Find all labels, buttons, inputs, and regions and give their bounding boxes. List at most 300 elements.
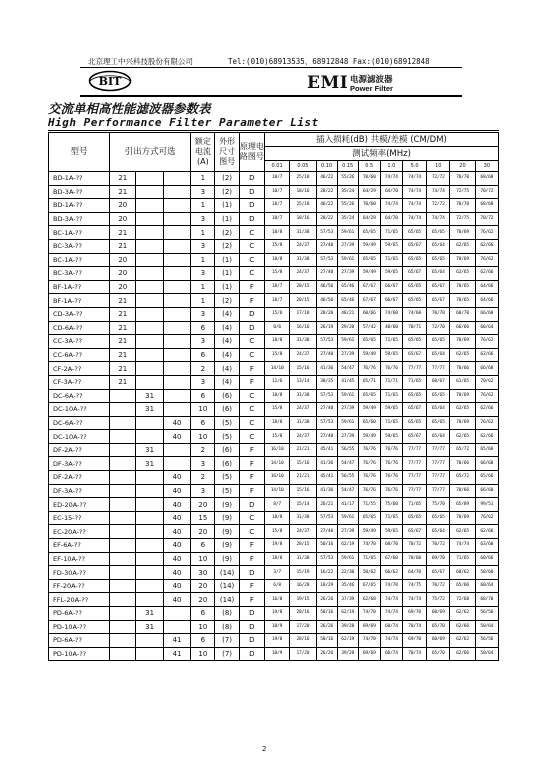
cell-insertion-loss: 27/40 [316, 267, 337, 281]
cell-current: 1 [191, 226, 215, 240]
cell-insertion-loss: 16/10 [264, 471, 289, 485]
cell-insertion-loss: 68/68 [475, 172, 498, 186]
freq-header: 0.05 [290, 161, 316, 172]
cell-circuit: D [239, 185, 264, 199]
cell-insertion-loss: 76/76 [380, 457, 402, 471]
cell-outlet-2 [136, 335, 163, 349]
cell-insertion-loss: 15/8 [264, 267, 289, 281]
cell-circuit: D [239, 172, 264, 186]
cell-insertion-loss: 77/77 [427, 457, 450, 471]
cell-insertion-loss: 59/61 [337, 226, 358, 240]
cell-current: 6 [191, 539, 215, 553]
cell-insertion-loss: 70/70 [427, 307, 450, 321]
cell-circuit: F [239, 471, 264, 485]
cell-insertion-loss: 28/16 [290, 607, 316, 621]
freq-header: 10 [427, 161, 450, 172]
cell-insertion-loss: 70/62 [475, 375, 498, 389]
cell-outlet-1 [110, 403, 136, 417]
cell-insertion-loss: 74/68 [402, 307, 426, 321]
cell-current: 10 [191, 620, 215, 634]
cell-size: (4) [215, 362, 239, 376]
cell-current: 6 [191, 634, 215, 648]
cell-outlet-3 [163, 212, 190, 226]
cell-insertion-loss: 60/69 [427, 607, 450, 621]
cell-insertion-loss: 69/70 [427, 552, 450, 566]
cell-model: BD-1A-?? [49, 172, 110, 186]
cell-insertion-loss: 65/65 [402, 511, 426, 525]
cell-insertion-loss: 64/29 [358, 185, 380, 199]
cell-current: 6 [191, 389, 215, 403]
cell-model: CD-6A-?? [49, 321, 110, 335]
table-row [49, 403, 499, 417]
cell-insertion-loss: 60/74 [380, 620, 402, 634]
cell-outlet-2 [136, 280, 163, 294]
cell-outlet-3: 40 [163, 416, 190, 430]
cell-insertion-loss: 72/72 [427, 199, 450, 213]
cell-circuit: F [239, 539, 264, 553]
cell-model: CF-3A-?? [49, 375, 110, 389]
cell-insertion-loss: 65/64 [427, 430, 450, 444]
cell-insertion-loss: 70/72 [427, 539, 450, 553]
cell-insertion-loss: 70/69 [450, 253, 475, 267]
cell-outlet-3 [163, 307, 190, 321]
cell-outlet-3 [163, 239, 190, 253]
cell-outlet-2 [136, 226, 163, 240]
cell-insertion-loss: 76/76 [358, 457, 380, 471]
cell-outlet-2 [136, 239, 163, 253]
cell-insertion-loss: 70/69 [450, 511, 475, 525]
cell-outlet-2: 31 [136, 389, 163, 403]
cell-insertion-loss: 62/66 [475, 267, 498, 281]
cell-insertion-loss: 74/74 [380, 593, 402, 607]
cell-insertion-loss: 8/6 [264, 321, 289, 335]
cell-insertion-loss: 59/49 [358, 525, 380, 539]
table-row [49, 647, 499, 661]
cell-current: 3 [191, 185, 215, 199]
cell-circuit: C [239, 389, 264, 403]
cell-insertion-loss: 16/8 [264, 593, 289, 607]
cell-insertion-loss: 31/38 [290, 335, 316, 349]
cell-insertion-loss: 65/71 [358, 375, 380, 389]
cell-insertion-loss: 50/16 [316, 607, 337, 621]
cell-insertion-loss: 45/41 [316, 471, 337, 485]
cell-size: (8) [215, 607, 239, 621]
cell-circuit: D [239, 566, 264, 580]
cell-circuit: C [239, 430, 264, 444]
cell-size: (14) [215, 593, 239, 607]
cell-insertion-loss: 62/66 [450, 620, 475, 634]
cell-outlet-1: 21 [110, 172, 136, 186]
cell-insertion-loss: 64/70 [380, 212, 402, 226]
cell-insertion-loss: 50/64 [475, 647, 498, 661]
cell-insertion-loss: 67/60 [380, 552, 402, 566]
cell-outlet-3 [163, 620, 190, 634]
cell-insertion-loss: 72/68 [450, 593, 475, 607]
cell-insertion-loss: 62/62 [450, 634, 475, 648]
cell-insertion-loss: 74/74 [427, 185, 450, 199]
cell-insertion-loss: 71/65 [380, 335, 402, 349]
table-row [49, 348, 499, 362]
cell-insertion-loss: 65/65 [427, 335, 450, 349]
cell-insertion-loss: 62/66 [475, 525, 498, 539]
cell-circuit: D [239, 212, 264, 226]
cell-current: 6 [191, 607, 215, 621]
cell-outlet-2 [136, 484, 163, 498]
cell-insertion-loss: 16/28 [290, 579, 316, 593]
cell-model: PD-10A-?? [49, 620, 110, 634]
cell-insertion-loss: 70/60 [358, 172, 380, 186]
cell-insertion-loss: 65/65 [402, 253, 426, 267]
filter-parameter-table [48, 132, 499, 661]
cell-insertion-loss: 6/8 [264, 579, 289, 593]
cell-current: 15 [191, 511, 215, 525]
cell-insertion-loss: 65/65 [427, 253, 450, 267]
cell-outlet-1 [110, 607, 136, 621]
cell-insertion-loss: 31/38 [290, 389, 316, 403]
cell-circuit: F [239, 484, 264, 498]
cell-outlet-1 [110, 443, 136, 457]
cell-insertion-loss: 76/76 [358, 443, 380, 457]
cell-outlet-2: 31 [136, 403, 163, 417]
cell-circuit: F [239, 593, 264, 607]
cell-circuit: D [239, 199, 264, 213]
cell-insertion-loss: 70/72 [475, 185, 498, 199]
cell-outlet-3 [163, 362, 190, 376]
cell-insertion-loss: 75/70 [427, 498, 450, 512]
cell-outlet-1 [110, 579, 136, 593]
cell-insertion-loss: 56/55 [337, 471, 358, 485]
cell-model: FF-20A-?? [49, 579, 110, 593]
cell-insertion-loss: 74/60 [380, 307, 402, 321]
cell-insertion-loss: 55/26 [337, 199, 358, 213]
cell-insertion-loss: 57/42 [358, 321, 380, 335]
table-row [49, 416, 499, 430]
cell-model: DF-2A-?? [49, 471, 110, 485]
cell-insertion-loss: 31/38 [290, 511, 316, 525]
cell-insertion-loss: 14/10 [264, 484, 289, 498]
cell-outlet-1: 21 [110, 362, 136, 376]
cell-insertion-loss: 76/62 [475, 335, 498, 349]
table-row [49, 253, 499, 267]
cell-insertion-loss: 68/70 [380, 539, 402, 553]
cell-insertion-loss: 16/10 [264, 443, 289, 457]
cell-outlet-3 [163, 348, 190, 362]
cell-model: BF-1A-?? [49, 294, 110, 308]
cell-insertion-loss: 60/66 [475, 552, 498, 566]
cell-insertion-loss: 46/22 [316, 172, 337, 186]
cell-insertion-loss: 75/60 [380, 498, 402, 512]
cell-insertion-loss: 65/65 [402, 280, 426, 294]
cell-insertion-loss: 10/9 [264, 647, 289, 661]
cell-circuit: F [239, 280, 264, 294]
cell-outlet-2 [136, 471, 163, 485]
cell-model: CC-3A-?? [49, 335, 110, 349]
cell-insertion-loss: 65/65 [427, 226, 450, 240]
cell-insertion-loss: 59/61 [337, 552, 358, 566]
cell-outlet-2: 31 [136, 443, 163, 457]
cell-circuit: D [239, 307, 264, 321]
cell-insertion-loss: 18/8 [264, 226, 289, 240]
page-title-cn: 交流单相高性能滤波器参数表 [48, 101, 211, 116]
cell-outlet-1: 21 [110, 375, 136, 389]
cell-size: (9) [215, 525, 239, 539]
cell-insertion-loss: 27/39 [337, 525, 358, 539]
cell-insertion-loss: 59/49 [358, 348, 380, 362]
cell-circuit: C [239, 416, 264, 430]
cell-insertion-loss: 69/70 [402, 634, 426, 648]
cell-insertion-loss: 70/70 [450, 172, 475, 186]
cell-circuit: D [239, 607, 264, 621]
cell-outlet-1: 20 [110, 199, 136, 213]
cell-insertion-loss: 64/66 [475, 280, 498, 294]
cell-size: (9) [215, 552, 239, 566]
cell-insertion-loss: 28/20 [316, 307, 337, 321]
cell-model: DC-10A-?? [49, 403, 110, 417]
cell-insertion-loss: 62/66 [475, 239, 498, 253]
cell-insertion-loss: 27/40 [316, 525, 337, 539]
cell-size: (9) [215, 498, 239, 512]
cell-insertion-loss: 50/16 [316, 539, 337, 553]
cell-model: FFL-20A-?? [49, 593, 110, 607]
cell-outlet-2 [136, 375, 163, 389]
cell-outlet-2 [136, 267, 163, 281]
emi-mark: EMI [307, 73, 349, 93]
cell-outlet-2 [136, 552, 163, 566]
cell-insertion-loss: 24/37 [290, 525, 316, 539]
cell-size: (1) [215, 280, 239, 294]
cell-circuit: C [239, 525, 264, 539]
cell-size: (14) [215, 579, 239, 593]
cell-insertion-loss: 17/20 [290, 647, 316, 661]
table-row [49, 620, 499, 634]
cell-insertion-loss: 77/77 [402, 457, 426, 471]
cell-size: (1) [215, 267, 239, 281]
cell-insertion-loss: 29/20 [337, 321, 358, 335]
cell-insertion-loss: 68/67 [427, 375, 450, 389]
cell-insertion-loss: 46/56 [316, 280, 337, 294]
freq-header: 0.01 [264, 161, 289, 172]
cell-insertion-loss: 66/68 [475, 362, 498, 376]
cell-insertion-loss: 58/60 [475, 566, 498, 580]
cell-insertion-loss: 77/77 [402, 471, 426, 485]
cell-insertion-loss: 59/65 [380, 403, 402, 417]
cell-insertion-loss: 14/10 [264, 362, 289, 376]
cell-model: DF-2A-?? [49, 443, 110, 457]
cell-insertion-loss: 57/53 [316, 335, 337, 349]
cell-outlet-3 [163, 403, 190, 417]
cell-model: PD-6A-?? [49, 634, 110, 648]
table-row [49, 552, 499, 566]
cell-insertion-loss: 76/76 [380, 443, 402, 457]
cell-circuit: C [239, 253, 264, 267]
cell-insertion-loss: 70/68 [402, 552, 426, 566]
cell-insertion-loss: 65/65 [402, 335, 426, 349]
cell-insertion-loss: 18/8 [264, 253, 289, 267]
cell-insertion-loss: 57/53 [316, 416, 337, 430]
cell-outlet-3: 40 [163, 484, 190, 498]
table-row [49, 566, 499, 580]
cell-insertion-loss: 65/65 [358, 226, 380, 240]
cell-model: BD-1A-?? [49, 199, 110, 213]
cell-insertion-loss: 8/7 [264, 498, 289, 512]
cell-insertion-loss: 66/60 [475, 307, 498, 321]
cell-insertion-loss: 66/67 [380, 294, 402, 308]
cell-model: BF-1A-?? [49, 280, 110, 294]
cell-insertion-loss: 70/72 [402, 539, 426, 553]
cell-insertion-loss: 55/26 [337, 172, 358, 186]
cell-insertion-loss: 46/56 [316, 294, 337, 308]
cell-insertion-loss: 65/66 [450, 579, 475, 593]
cell-insertion-loss: 57/53 [316, 226, 337, 240]
cell-insertion-loss: 70/74 [402, 647, 426, 661]
cell-insertion-loss: 13/14 [290, 375, 316, 389]
cell-insertion-loss: 76/76 [358, 362, 380, 376]
cell-outlet-2 [136, 525, 163, 539]
cell-model: DC-6A-?? [49, 389, 110, 403]
table-row [49, 172, 499, 186]
table-row [49, 294, 499, 308]
cell-size: (9) [215, 539, 239, 553]
cell-outlet-3 [163, 253, 190, 267]
cell-outlet-2 [136, 362, 163, 376]
cell-circuit: F [239, 457, 264, 471]
cell-size: (1) [215, 253, 239, 267]
cell-insertion-loss: 27/39 [337, 239, 358, 253]
cell-outlet-3 [163, 267, 190, 281]
cell-insertion-loss: 70/71 [402, 321, 426, 335]
cell-current: 1 [191, 172, 215, 186]
cell-insertion-loss: 65/65 [402, 416, 426, 430]
cell-insertion-loss: 76/62 [475, 416, 498, 430]
table-row [49, 321, 499, 335]
cell-size: (4) [215, 335, 239, 349]
cell-current: 3 [191, 457, 215, 471]
cell-insertion-loss: 57/53 [316, 511, 337, 525]
cell-model: EC-20A-?? [49, 525, 110, 539]
cell-outlet-3 [163, 294, 190, 308]
cell-insertion-loss: 41/36 [316, 457, 337, 471]
cell-circuit: F [239, 579, 264, 593]
cell-insertion-loss: 74/70 [380, 579, 402, 593]
cell-size: (7) [215, 647, 239, 661]
cell-current: 1 [191, 280, 215, 294]
cell-insertion-loss: 66/67 [380, 280, 402, 294]
cell-model: CD-3A-?? [49, 307, 110, 321]
cell-insertion-loss: 62/68 [358, 593, 380, 607]
cell-insertion-loss: 69/70 [402, 607, 426, 621]
cell-insertion-loss: 65/65 [358, 335, 380, 349]
cell-insertion-loss: 62/62 [450, 607, 475, 621]
cell-outlet-2 [136, 212, 163, 226]
cell-insertion-loss: 74/70 [358, 539, 380, 553]
cell-insertion-loss: 11/6 [264, 375, 289, 389]
cell-insertion-loss: 19/15 [290, 593, 316, 607]
cell-insertion-loss: 65/64 [427, 239, 450, 253]
cell-insertion-loss: 25/18 [290, 172, 316, 186]
freq-header: 0.5 [358, 161, 380, 172]
cell-insertion-loss: 66/62 [380, 566, 402, 580]
cell-current: 6 [191, 416, 215, 430]
cell-outlet-3 [163, 226, 190, 240]
cell-insertion-loss: 62/65 [450, 239, 475, 253]
cell-insertion-loss: 71/65 [402, 498, 426, 512]
cell-current: 1 [191, 253, 215, 267]
table-row [49, 498, 499, 512]
cell-insertion-loss: 71/55 [358, 498, 380, 512]
cell-outlet-1 [110, 566, 136, 580]
cell-current: 2 [191, 443, 215, 457]
cell-insertion-loss: 27/39 [337, 430, 358, 444]
cell-insertion-loss: 70/69 [450, 389, 475, 403]
cell-outlet-2 [136, 307, 163, 321]
header-current: 额定电流(A) [191, 133, 215, 172]
cell-insertion-loss: 15/8 [264, 348, 289, 362]
cell-insertion-loss: 45/41 [316, 443, 337, 457]
cell-insertion-loss: 69/69 [358, 620, 380, 634]
cell-insertion-loss: 76/76 [358, 471, 380, 485]
cell-insertion-loss: 66/66 [450, 321, 475, 335]
cell-insertion-loss: 31/38 [290, 552, 316, 566]
cell-insertion-loss: 66/60 [475, 484, 498, 498]
cell-insertion-loss: 24/37 [290, 239, 316, 253]
cell-size: (5) [215, 484, 239, 498]
cell-insertion-loss: 74/74 [380, 634, 402, 648]
cell-insertion-loss: 16/16 [290, 321, 316, 335]
cell-insertion-loss: 70/69 [450, 226, 475, 240]
cell-insertion-loss: 69/69 [358, 647, 380, 661]
cell-insertion-loss: 62/19 [337, 634, 358, 648]
cell-insertion-loss: 35/46 [337, 579, 358, 593]
cell-insertion-loss: 59/65 [380, 525, 402, 539]
cell-insertion-loss: 65/67 [402, 348, 426, 362]
cell-insertion-loss: 77/77 [402, 443, 426, 457]
logo-text: BIT [98, 75, 122, 88]
cell-insertion-loss: 15/8 [264, 525, 289, 539]
cell-insertion-loss: 70/65 [450, 294, 475, 308]
table-row [49, 375, 499, 389]
header-size: 外形尺寸图号 [215, 133, 239, 172]
cell-insertion-loss: 28/15 [290, 539, 316, 553]
table-row [49, 593, 499, 607]
cell-current: 10 [191, 403, 215, 417]
cell-insertion-loss: 27/39 [337, 348, 358, 362]
cell-outlet-3 [163, 389, 190, 403]
cell-insertion-loss: 68/68 [475, 199, 498, 213]
cell-size: (6) [215, 403, 239, 417]
cell-insertion-loss: 77/77 [427, 471, 450, 485]
cell-insertion-loss: 39/28 [337, 647, 358, 661]
cell-insertion-loss: 71/65 [380, 511, 402, 525]
cell-insertion-loss: 10/7 [264, 212, 289, 226]
freq-header: 0.10 [316, 161, 337, 172]
cell-size: (2) [215, 185, 239, 199]
cell-insertion-loss: 15/6 [264, 307, 289, 321]
cell-insertion-loss: 77/77 [402, 484, 426, 498]
cell-circuit: C [239, 511, 264, 525]
cell-current: 2 [191, 362, 215, 376]
cell-insertion-loss: 74/70 [358, 634, 380, 648]
cell-size: (4) [215, 348, 239, 362]
cell-outlet-2 [136, 498, 163, 512]
cell-insertion-loss: 15/14 [290, 498, 316, 512]
cell-insertion-loss: 62/66 [475, 348, 498, 362]
cell-insertion-loss: 24/37 [290, 267, 316, 281]
cell-outlet-1 [110, 634, 136, 648]
cell-outlet-2 [136, 348, 163, 362]
cell-current: 1 [191, 294, 215, 308]
cell-circuit: C [239, 348, 264, 362]
cell-size: (5) [215, 430, 239, 444]
